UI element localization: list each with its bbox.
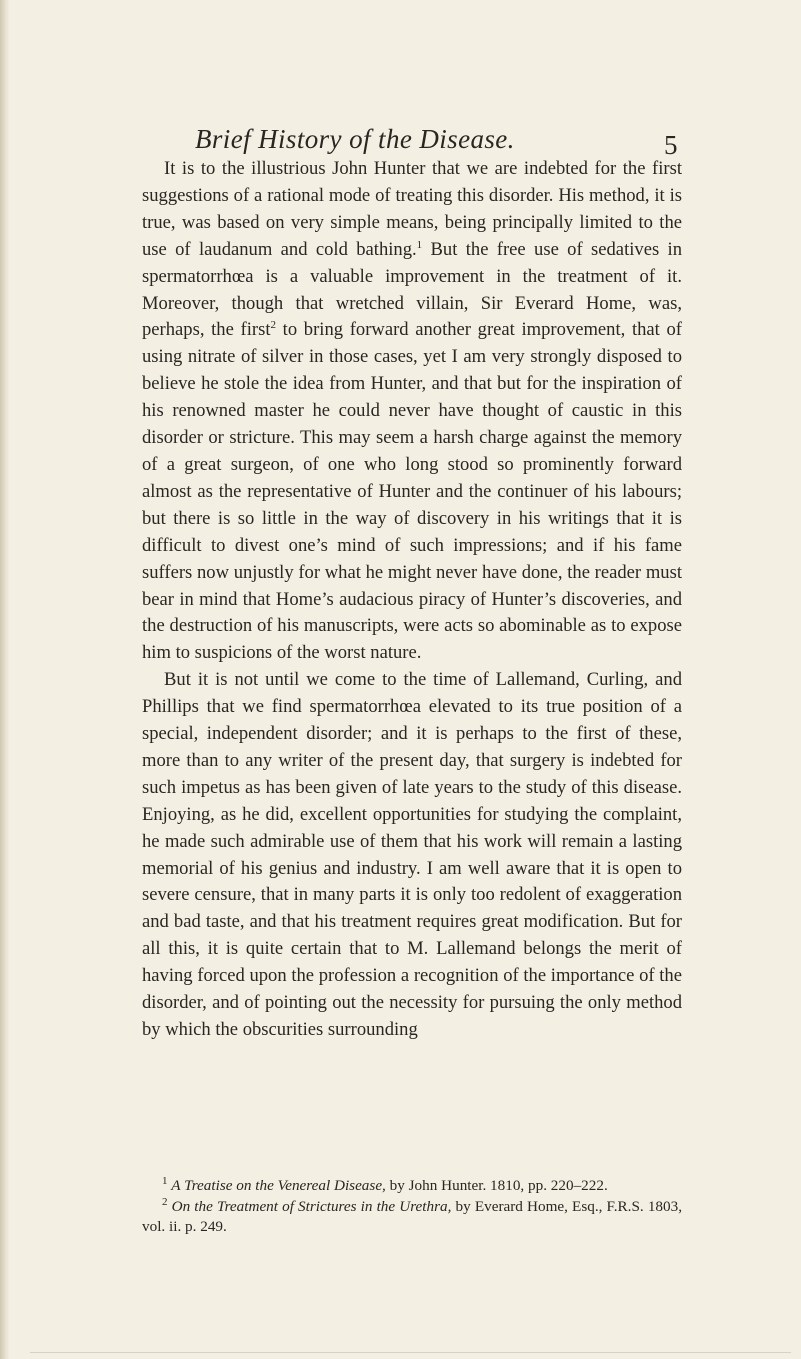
footnote-2-details: by Everard Home, Esq., F.R.S. 1803, vol. ii. p. 249. xyxy=(142,1197,683,1235)
footnote-2 xyxy=(142,1197,682,1238)
footnote-1-title: A Treatise on the Venereal Disease, xyxy=(171,1177,386,1194)
footnotes xyxy=(142,1176,682,1238)
running-head-title: Brief History of the Disease. xyxy=(195,124,515,154)
footnote-ref-2: 2 xyxy=(270,319,276,332)
bottom-edge-line xyxy=(30,1352,791,1353)
page-number: 5 xyxy=(664,130,678,160)
paragraph-1 xyxy=(142,156,682,667)
footnote-1 xyxy=(142,1176,682,1197)
page-edge-shadow xyxy=(0,0,10,1359)
footnote-2-marker: 2 xyxy=(162,1195,168,1208)
footnote-2-title: On the Treatment of Strictures in the Urethra, xyxy=(171,1197,452,1215)
paragraph-1-part-b: But the free use of sedatives in spermatorrhœa is a valuable improvement in the treatment of it. Moreover, though that wretched villain, Sir Everard Home, was, perhaps, the first xyxy=(142,238,682,341)
footnote-1-marker: 1 xyxy=(162,1174,168,1187)
paragraph-2: But it is not until we come to the time of Lallemand, Curling, and Phillips that we find spermatorrhœa elevated to its true position of a special, independent disorder; and it is perhaps to the first of these, more than to any writer of the present day, that surgery is indebted for such impetus as has been given of late years to the study of this disease. Enjoying, as he did, excellent opportunities for studying the complaint, he made such admirable use of them that his work will remain a lasting memorial of his genius and industry. I am well aware that it is open to severe censure, that in many parts it is only too redolent of exaggeration and bad taste, and that his treatment requires great modification. But for all this, it is quite certain that to M. Lallemand belongs the merit of having forced upon the profession a recognition of the importance of the disorder, and of pointing out the necessity for pursuing the only method by which the obscurities surrounding xyxy=(142,669,682,1040)
paragraph-1-part-c: to bring forward another great improvement, that of using nitrate of silver in those cases, yet I am very strongly disposed to believe he stole the idea from Hunter, and that but for the inspiration of his renowned master he could never have thought of caustic in this disorder or stricture. This may seem a harsh charge against the memory of a great surgeon, of one who long stood so prominently forward almost as the representative of Hunter and the continuer of his labours; but there is so little in the way of discovery in his writings that it is difficult to divest one’s mind of such impressions; and if his fame suffers now unjustly for what he might never have done, the reader must bear in mind that Home’s audacious piracy of Hunter’s discoveries, and the destruction of his manuscripts, were acts so abominable as to expose him to suspicions of the worst nature. xyxy=(142,319,682,664)
paragraph-1-part-a: It is to the illustrious John Hunter that we are indebted for the first suggestions of a rational mode of treating this disorder. His method, it is true, was based on very simple means, being principally limited to the use of laudanum and cold bathing. xyxy=(142,158,682,260)
footnote-1-details: by John Hunter. 1810, pp. 220–222. xyxy=(385,1177,608,1194)
body-text xyxy=(142,156,682,1044)
footnote-ref-1: 1 xyxy=(416,238,423,251)
